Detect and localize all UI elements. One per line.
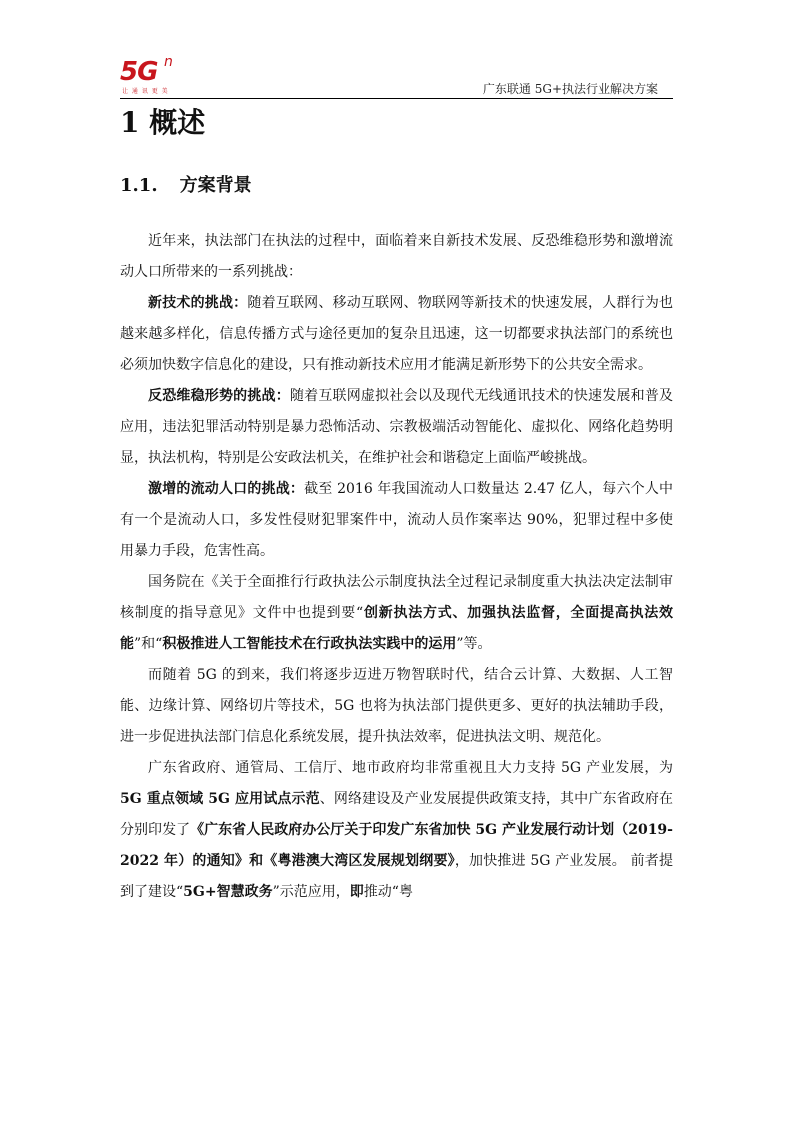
emphasis-run: 创新执法方式、加强执法监督，全面提高执法效能 [120, 605, 674, 652]
logo-superscript: n [164, 54, 173, 70]
text-run: ”示范应用， [272, 884, 350, 900]
paragraph-state-council [120, 567, 673, 660]
paragraph-text: 截至 2016 年我国流动人口数量达 2.47 亿人，每六个人中有一个是流动人口，多发性侵财犯罪案件中，流动人员作案率达 90%，犯罪过程中多使用暴力手段，危害性高。 [120, 481, 674, 559]
chapter-title: 概述 [149, 106, 206, 139]
emphasis-run: 积极推进人工智能技术在行政执法实践中的运用 [162, 636, 457, 652]
paragraph-counter-terror [120, 381, 673, 474]
text-run: ，加快推进 5G 产业发展。 前者提到了建设“ [120, 853, 673, 900]
emphasis-run: 即 [349, 884, 364, 900]
paragraph-lead-new-tech: 新技术的挑战： [148, 295, 248, 311]
brand-logo [120, 54, 200, 98]
text-run: ”和“ [134, 636, 163, 652]
section-number: 1.1. [120, 175, 158, 196]
text-run: 、网络建设及产业发展提供政策支持，其中广东省政府在分别印发了 [120, 791, 673, 838]
text-run: 国务院在《关于全面推行行政执法公示制度执法全过程记录制度重大执法决定法制审核制度的指导意见》文件中也提到要“ [120, 574, 673, 621]
paragraph-new-tech [120, 288, 673, 381]
section-heading [120, 172, 252, 200]
paragraph-lead-counter-terror: 反恐维稳形势的挑战： [148, 388, 290, 404]
section-title: 方案背景 [179, 175, 252, 196]
paragraph-intro: 近年来，执法部门在执法的过程中，面临着来自新技术发展、反恐维稳形势和激增流动人口所带来的一系列挑战： [120, 233, 673, 280]
paragraph-5g-era: 而随着 5G 的到来，我们将逐步迈进万物智联时代，结合云计算、大数据、人工智能、边缘计算、网络切片等技术，5G 也将为执法部门提供更多、更好的执法辅助手段，进一步促进执法部门信息化系统发展，提升执法效率，促进执法文明、规范化。 [120, 667, 673, 745]
chapter-number: 1 [120, 106, 140, 139]
text-run: 推动“粤 [363, 884, 413, 900]
paragraph-text: 随着互联网、移动互联网、物联网等新技术的快速发展，人群行为也越来越多样化，信息传播方式与途径更加的复杂且迅速，这一切都要求执法部门的系统也必须加快数字信息化的建设，只有推动新技术应用才能满足新形势下的公共安全需求。 [120, 295, 674, 373]
body-content [120, 226, 673, 908]
logo-tagline: 让 通 讯 更 美 [122, 88, 169, 95]
document-header-title: 广东联通 5G+执法行业解决方案 [482, 82, 658, 96]
text-run: 广东省政府、通管局、工信厅、地市政府均非常重视且大力支持 5G 产业发展，为 [148, 760, 673, 776]
emphasis-run: 《广东省人民政府办公厅关于印发广东省加快 5G 产业发展行动计划（2019-2022 年）的通知》和《粤港澳大湾区发展规划纲要》 [120, 822, 673, 869]
paragraph-guangdong-policy [120, 753, 673, 908]
paragraph-lead-population: 激增的流动人口的挑战： [148, 481, 305, 497]
paragraph-text: 随着互联网虚拟社会以及现代无线通讯技术的快速发展和普及应用，违法犯罪活动特别是暴力恐怖活动、宗教极端活动智能化、虚拟化、网络化趋势明显，执法机构，特别是公安政法机关，在维护社会和谐稳定上面临严峻挑战。 [120, 388, 674, 466]
chapter-heading [120, 103, 205, 143]
header-divider [120, 98, 673, 99]
emphasis-run: 5G 重点领域 5G 应用试点示范 [120, 791, 320, 807]
logo-main-text: 5G [120, 57, 158, 87]
emphasis-run: 5G+智慧政务 [183, 884, 273, 900]
text-run: ”等。 [456, 636, 492, 652]
paragraph-floating-population [120, 474, 673, 567]
